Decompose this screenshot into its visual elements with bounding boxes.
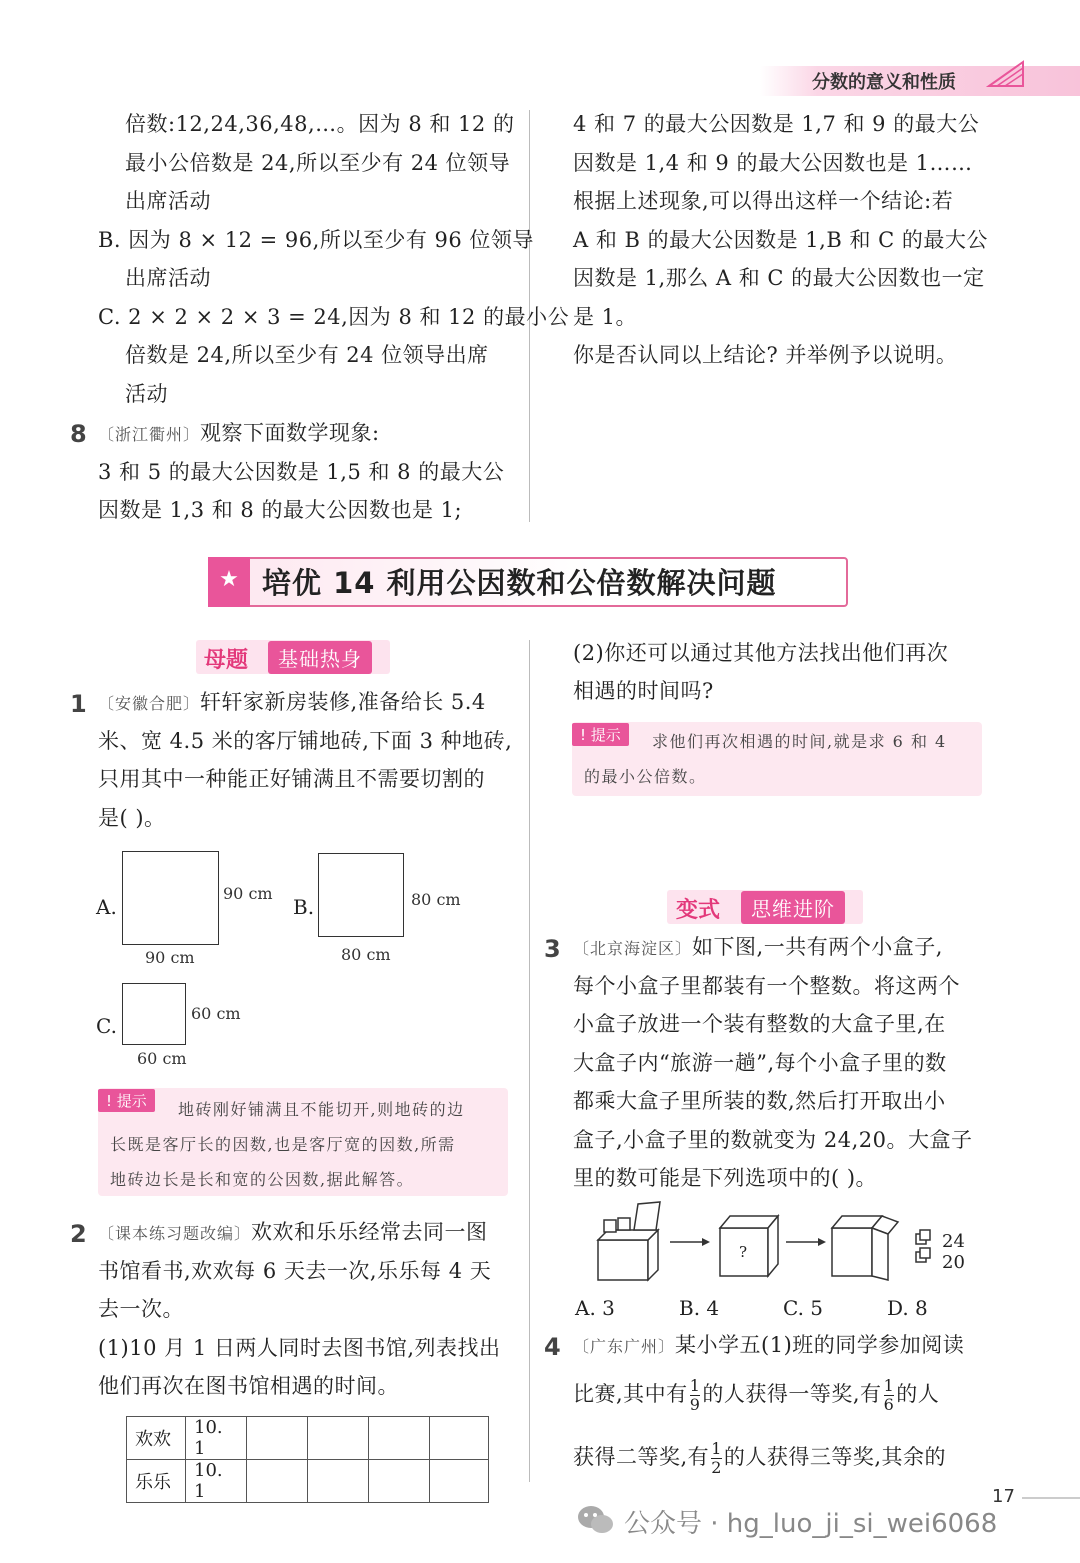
q1-option-a-label: A. [96, 895, 117, 919]
fraction-one-sixth: $\frac{1}{6}$ [883, 1376, 895, 1414]
q2-hint-label: ! 提示 [572, 723, 629, 746]
q1-source: 〔安徽合肥〕 [98, 694, 201, 713]
q2-line-1 [98, 1213, 488, 1254]
q8-right-line-7: 你是否认同以上结论? 并举例予以说明。 [573, 343, 958, 367]
q3-number: 3 [544, 935, 561, 963]
q4-text-1: 某小学五(1)班的同学参加阅读 [675, 1333, 965, 1357]
page-number-rule [1022, 1497, 1080, 1499]
prev-option-c-line-2: 倍数是 24,所以至少有 24 位领导出席 [125, 343, 489, 367]
q2-hint-line-2: 的最小公倍数。 [584, 767, 707, 786]
prev-answer-line-1: 倍数:12,24,36,48,…。因为 8 和 12 的 [125, 112, 515, 136]
q2-line-5: 他们再次在图书馆相遇的时间。 [98, 1374, 399, 1398]
q8-right-line-4: A 和 B 的最大公因数是 1,B 和 C 的最大公 [573, 228, 988, 252]
q8-right-line-5: 因数是 1,那么 A 和 C 的最大公因数也一定 [573, 266, 985, 290]
table-cell[interactable] [247, 1417, 308, 1460]
q8-source: 〔浙江衢州〕 [98, 425, 201, 444]
q4-source: 〔广东广州〕 [573, 1337, 676, 1356]
q1-line-4: 是( )。 [98, 806, 166, 830]
q2-number: 2 [70, 1220, 87, 1248]
q2-part2-line-2: 相遇的时间吗? [573, 679, 714, 703]
q8-stem [98, 414, 380, 455]
q3-line-7: 里的数可能是下列选项中的( )。 [573, 1166, 878, 1190]
table-cell[interactable] [430, 1460, 489, 1503]
chapter-title: 分数的意义和性质 [812, 72, 956, 93]
q1-line-2: 米、宽 4.5 米的客厅铺地砖,下面 3 种地砖, [98, 729, 513, 753]
q3-text-1: 如下图,一共有两个小盒子, [692, 935, 943, 959]
q1-option-c-bottom: 60 cm [137, 1049, 187, 1068]
q1-hint-line-3: 地砖边长是长和宽的公因数,据此解答。 [110, 1170, 415, 1189]
page-number: 17 [992, 1486, 1015, 1507]
tag-variant-main: 变式 [676, 898, 721, 923]
table-cell: 乐乐 [127, 1460, 186, 1503]
fraction-one-ninth: $\frac{1}{9}$ [689, 1376, 701, 1414]
q1-hint-line-2: 长既是客厅长的因数,也是客厅宽的因数,所需 [110, 1135, 456, 1154]
q3-choice-d[interactable]: D. 8 [887, 1296, 928, 1320]
q1-option-b-bottom: 80 cm [341, 945, 391, 964]
q2-meeting-table [126, 1416, 489, 1503]
q1-option-c-tile [122, 983, 186, 1045]
table-row [127, 1417, 489, 1460]
q1-option-b-tile [318, 853, 404, 937]
table-row [127, 1460, 489, 1503]
fraction-one-half: $\frac{1}{2}$ [711, 1439, 722, 1477]
q4-line-1 [573, 1326, 964, 1367]
tag-variant-sub: 思维进阶 [741, 891, 845, 924]
q8-right-line-2: 因数是 1,4 和 9 的最大公因数也是 1…… [573, 151, 973, 175]
q1-option-a-tile [122, 851, 219, 945]
q8-number: 8 [70, 420, 87, 448]
q2-source: 〔课本练习题改编〕 [98, 1224, 252, 1243]
q3-choice-a[interactable]: A. 3 [575, 1296, 615, 1320]
q8-line-1: 3 和 5 的最大公因数是 1,5 和 8 的最大公 [98, 460, 505, 484]
prev-option-c-line-3: 活动 [125, 382, 168, 406]
table-cell: 10. 1 [186, 1460, 247, 1503]
opened-box-icon [832, 1216, 930, 1280]
q1-line-1 [98, 683, 486, 724]
q1-option-b-side: 80 cm [411, 890, 461, 909]
q3-box-mark: ? [739, 1243, 748, 1261]
q1-hint-line-1: 地砖刚好铺满且不能切开,则地砖的边 [178, 1100, 465, 1119]
q1-option-a-bottom: 90 cm [145, 948, 195, 967]
q1-number: 1 [70, 690, 87, 718]
q4-number: 4 [544, 1333, 561, 1361]
watermark-text: 公众号 · hg_luo_ji_si_wei6068 [624, 1509, 998, 1539]
q1-text-1: 轩轩家新房装修,准备给长 5.4 [200, 690, 486, 714]
q3-source: 〔北京海淀区〕 [573, 939, 693, 958]
prev-answer-line-2: 最小公倍数是 24,所以至少有 24 位领导 [125, 151, 511, 175]
star-icon: ★ [208, 557, 250, 607]
q8-right-line-1: 4 和 7 的最大公因数是 1,7 和 9 的最大公 [573, 112, 980, 136]
closed-box-icon [720, 1216, 778, 1276]
q8-right-line-6: 是 1。 [573, 305, 638, 329]
q1-option-a-side: 90 cm [223, 884, 273, 903]
q8-line-2: 因数是 1,3 和 8 的最大公因数也是 1; [98, 498, 463, 522]
section-title: 培优 14 利用公因数和公倍数解决问题 [262, 566, 777, 600]
q1-option-c-side: 60 cm [191, 1004, 241, 1023]
q3-line-6: 盒子,小盒子里的数就变为 24,20。大盒子 [573, 1128, 973, 1152]
ruler-triangle-icon [985, 58, 1027, 90]
q2-line-4: (1)10 月 1 日两人同时去图书馆,列表找出 [98, 1336, 501, 1360]
q1-option-c-label: C. [96, 1014, 117, 1038]
q8-right-line-3: 根据上述现象,可以得出这样一个结论:若 [573, 189, 954, 213]
q1-option-b-label: B. [293, 895, 315, 919]
prev-option-b-line-1: B. 因为 8 × 12 = 96,所以至少有 96 位领导 [98, 228, 534, 252]
table-cell[interactable] [308, 1417, 369, 1460]
q3-choice-c[interactable]: C. 5 [783, 1296, 824, 1320]
q2-hint-line-1: 求他们再次相遇的时间,就是求 6 和 4 [652, 732, 947, 751]
q3-line-5: 都乘大盒子里所装的数,然后打开取出小 [573, 1089, 946, 1113]
q3-result-1: 24 [942, 1231, 965, 1252]
wechat-icon [576, 1503, 616, 1537]
q4-line-3: 获得二等奖,有 $\frac{1}{2}$ 的人获得三等奖,其余的 [573, 1439, 947, 1477]
q1-line-3: 只用其中一种能正好铺满且不需要切割的 [98, 767, 485, 791]
prev-answer-line-3: 出席活动 [125, 189, 211, 213]
prev-option-c-line-1: C. 2 × 2 × 2 × 3 = 24,因为 8 和 12 的最小公 [98, 305, 570, 329]
q2-text-1: 欢欢和乐乐经常去同一图 [251, 1220, 488, 1244]
q2-line-2: 书馆看书,欢欢每 6 天去一次,乐乐每 4 天 [98, 1259, 492, 1283]
table-cell: 10. 1 [186, 1417, 247, 1460]
q2-line-3: 去一次。 [98, 1297, 184, 1321]
q8-text: 观察下面数学现象: [200, 421, 380, 445]
table-cell[interactable] [308, 1460, 369, 1503]
q4-line-2: 比赛,其中有 $\frac{1}{9}$ 的人获得一等奖,有 $\frac{1}{6}$ 的人 [573, 1376, 940, 1414]
q3-line-4: 大盒子内“旅游一趟”,每个小盒子里的数 [573, 1051, 947, 1075]
q1-hint-label: ! 提示 [98, 1089, 155, 1112]
q3-result-2: 20 [942, 1252, 965, 1273]
q3-choice-b[interactable]: B. 4 [679, 1296, 720, 1320]
tag-mother-sub: 基础热身 [268, 641, 372, 674]
table-cell[interactable] [369, 1417, 430, 1460]
table-cell[interactable] [430, 1417, 489, 1460]
q3-line-1 [573, 928, 943, 969]
q2-part2-line-1: (2)你还可以通过其他方法找出他们再次 [573, 641, 949, 665]
q3-line-3: 小盒子放进一个装有整数的大盒子里,在 [573, 1012, 946, 1036]
table-cell: 欢欢 [127, 1417, 186, 1460]
open-box-icon [598, 1202, 660, 1280]
q3-box-diagram [590, 1200, 990, 1290]
prev-option-b-line-2: 出席活动 [125, 266, 211, 290]
q3-line-2: 每个小盒子里都装有一个整数。将这两个 [573, 974, 960, 998]
column-divider-bottom [529, 640, 530, 1482]
tag-mother-main: 母题 [204, 648, 249, 673]
table-cell[interactable] [369, 1460, 430, 1503]
table-cell[interactable] [247, 1460, 308, 1503]
